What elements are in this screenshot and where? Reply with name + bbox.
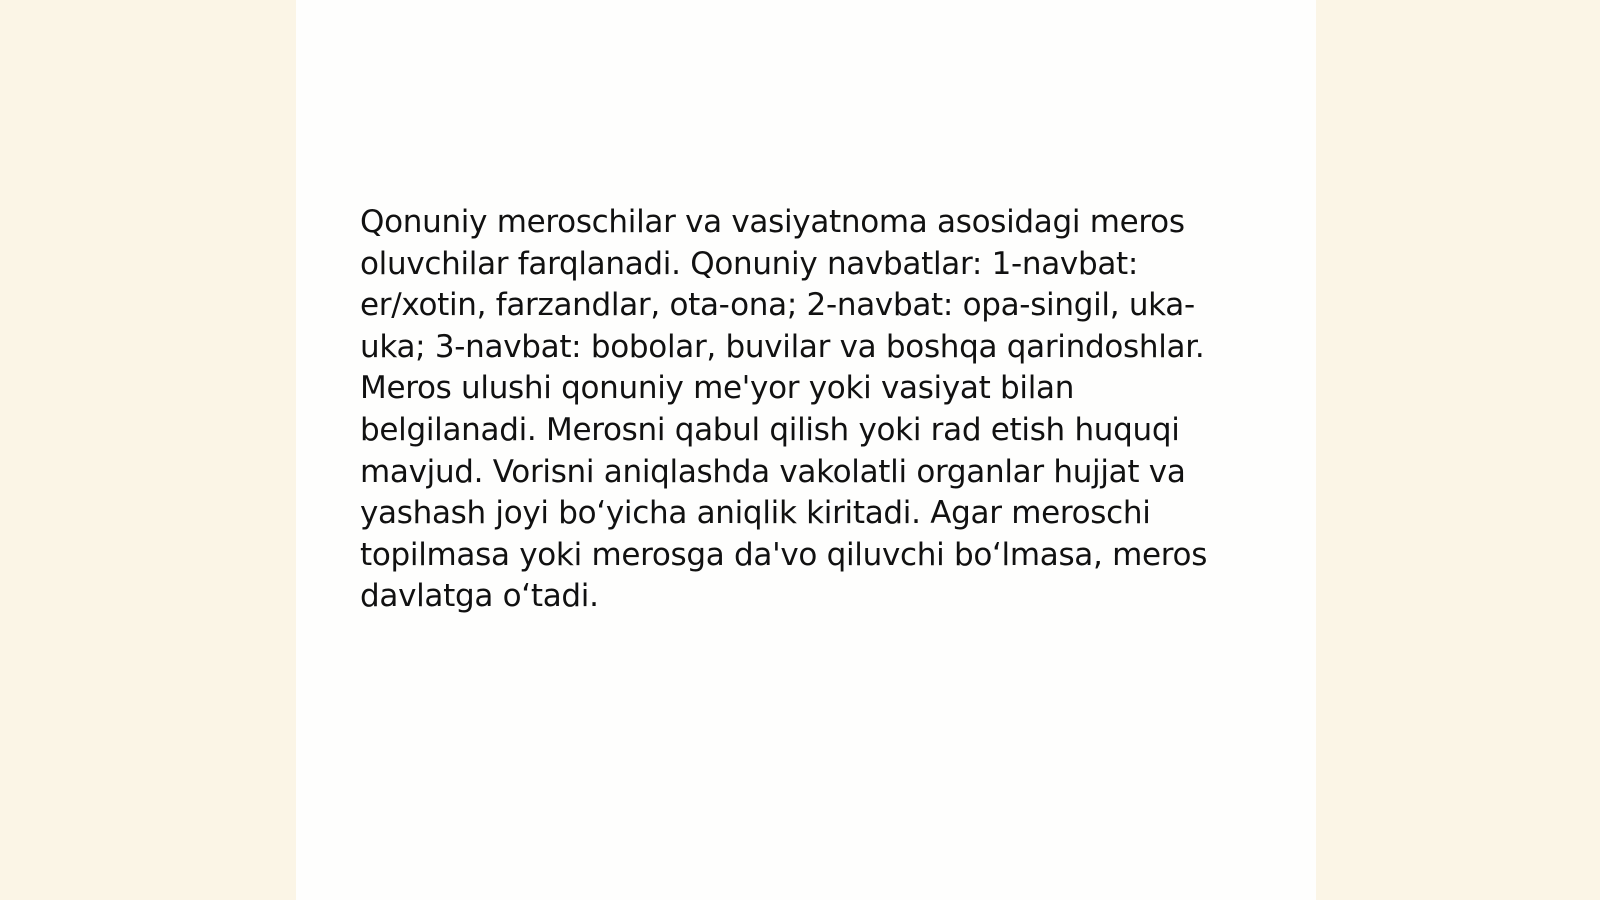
right-margin bbox=[1316, 0, 1600, 900]
slide-paragraph: Qonuniy meroschilar va vasiyatnoma asosidagi meros oluvchilar farqlanadi. Qonuniy navbatlar: 1-navbat: er/xotin, farzandlar, ota-ona; 2-navbat: opa-singil, uka-uka; 3-navbat: bobolar, buvilar va boshqa qarindoshlar. Meros ulushi qonuniy me'yor yoki vasiyat bilan belgilanadi. Merosni qabul qilish yoki rad etish huquqi mavjud. Vorisni aniqlashda vakolatli organlar hujjat va yashash joyi bo‘yicha aniqlik kiritadi. Agar meroschi topilmasa yoki merosga da'vo qiluvchi bo‘lmasa, meros davlatga o‘tadi. bbox=[360, 204, 1208, 615]
slide bbox=[296, 0, 1316, 900]
left-margin bbox=[0, 0, 296, 900]
